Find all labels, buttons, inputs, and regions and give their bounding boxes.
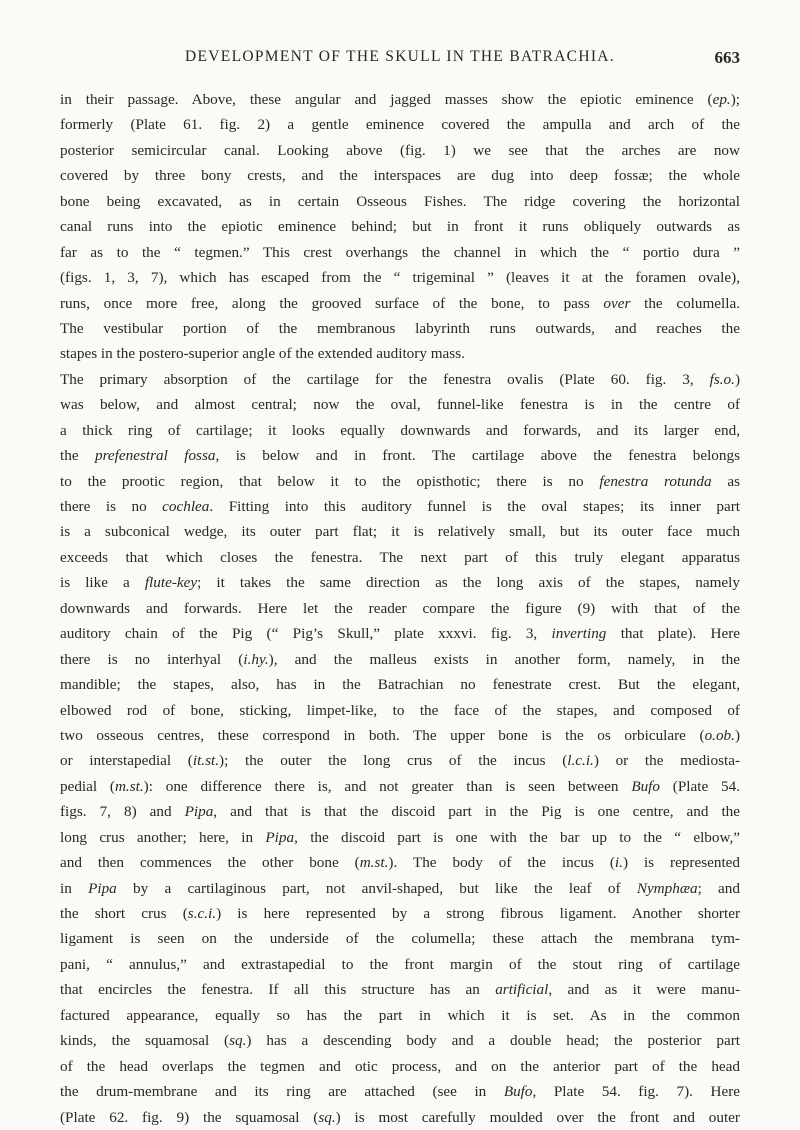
- text-line: posterior semicircular canal. Looking above (fig. 1) we see that the arches are now: [60, 141, 740, 159]
- text-line: figs. 7, 8) and Pipa, and that is that the discoid part in the Pig is one centre, and the: [60, 803, 740, 821]
- body-text: [60, 87, 740, 1130]
- text-line: the drum-membrane and its ring are attached (see in Bufo, Plate 54. fig. 7). Here: [60, 1083, 740, 1101]
- text-line: is like a flute-key; it takes the same direction as the long axis of the stapes, namely: [60, 574, 740, 592]
- text-line: in Pipa by a cartilaginous part, not anvil-shaped, but like the leaf of Nymphæa; and: [60, 879, 740, 897]
- text-line: elbowed rod of bone, sticking, limpet-like, to the face of the stapes, and composed of: [60, 701, 740, 719]
- text-line: far as to the “ tegmen.” This crest overhangs the channel in which the “ portio dura ”: [60, 243, 740, 261]
- text-line: two osseous centres, these correspond in both. The upper bone is the os orbiculare (o.ob.): [60, 726, 740, 744]
- text-line: the short crus (s.c.i.) is here represented by a strong fibrous ligament. Another shorter: [60, 905, 740, 922]
- text-line: of the head overlaps the tegmen and otic process, and on the anterior part of the head: [60, 1057, 740, 1075]
- text-line: covered by three bony crests, and the interspaces are dug into deep fossæ; the whole: [60, 167, 740, 185]
- text-line: or interstapedial (it.st.); the outer the long crus of the incus (l.c.i.) or the mediosta-: [60, 752, 740, 770]
- text-line: and then commences the other bone (m.st.). The body of the incus (i.) is represented: [60, 854, 740, 872]
- text-line: (figs. 1, 3, 7), which has escaped from the “ trigeminal ” (leaves it at the foramen ovale),: [60, 269, 740, 287]
- text-line: that encircles the fenestra. If all this structure has an artificial, and as it were manu-: [60, 981, 740, 999]
- text-line: there is no cochlea. Fitting into this auditory funnel is the oval stapes; its inner part: [60, 498, 740, 515]
- text-line: there is no interhyal (i.hy.), and the malleus exists in another form, namely, in the: [60, 650, 740, 668]
- text-line: runs, once more free, along the grooved surface of the bone, to pass over the columella.: [60, 294, 740, 312]
- text-line: a thick ring of cartilage; it looks equally downwards and forwards, and its larger end,: [60, 421, 740, 439]
- text-line: in their passage. Above, these angular and jagged masses show the epiotic eminence (ep.);: [60, 91, 740, 108]
- text-line: (Plate 62. fig. 9) the squamosal (sq.) is most carefully moulded over the front and outer: [60, 1108, 740, 1126]
- text-line: was below, and almost central; now the oval, funnel-like fenestra is in the centre of: [60, 396, 740, 414]
- text-line: pedial (m.st.): one difference there is, and not greater than is seen between Bufo (Plate 54.: [60, 777, 740, 795]
- text-line: The primary absorption of the cartilage for the fenestra ovalis (Plate 60. fig. 3, fs.o.): [60, 370, 740, 388]
- text-line: kinds, the squamosal (sq.) has a descending body and a double head; the posterior part: [60, 1032, 740, 1050]
- text-line: The vestibular portion of the membranous labyrinth runs outwards, and reaches the: [60, 319, 740, 337]
- text-line: stapes in the postero-superior angle of the extended auditory mass.: [60, 345, 465, 363]
- running-head: DEVELOPMENT OF THE SKULL IN THE BATRACHIA.: [185, 48, 615, 65]
- page-number: 663: [714, 48, 740, 67]
- text-line: canal runs into the epiotic eminence behind; but in front it runs obliquely outwards as: [60, 218, 740, 236]
- text-line: mandible; the stapes, also, has in the Batrachian no fenestrate crest. But the elegant,: [60, 676, 740, 694]
- text-line: factured appearance, equally so has the part in which it is set. As in the common: [60, 1006, 740, 1024]
- text-line: bone being excavated, as in certain Osseous Fishes. The ridge covering the horizontal: [60, 192, 740, 210]
- text-line: auditory chain of the Pig (“ Pig’s Skull,” plate xxxvi. fig. 3, inverting that plate). Here: [60, 625, 740, 643]
- text-line: formerly (Plate 61. fig. 2) a gentle eminence covered the ampulla and arch of the: [60, 116, 740, 134]
- page-header: [60, 48, 740, 74]
- text-line: to the prootic region, that below it to the opisthotic; there is no fenestra rotunda as: [60, 472, 740, 490]
- text-line: downwards and forwards. Here let the reader compare the figure (9) with that of the: [60, 599, 740, 617]
- text-line: pani, “ annulus,” and extrastapedial to the front margin of the stout ring of cartilage: [60, 955, 740, 973]
- text-line: long crus another; here, in Pipa, the discoid part is one with the bar up to the “ elbow,”: [60, 828, 740, 846]
- text-line: ligament is seen on the underside of the columella; these attach the membrana tym-: [60, 930, 740, 948]
- text-line: exceeds that which closes the fenestra. The next part of this truly elegant apparatus: [60, 548, 740, 566]
- text-line: the prefenestral fossa, is below and in front. The cartilage above the fenestra belongs: [60, 447, 740, 465]
- text-line: is a subconical wedge, its outer part flat; it is relatively small, but its outer face much: [60, 523, 740, 541]
